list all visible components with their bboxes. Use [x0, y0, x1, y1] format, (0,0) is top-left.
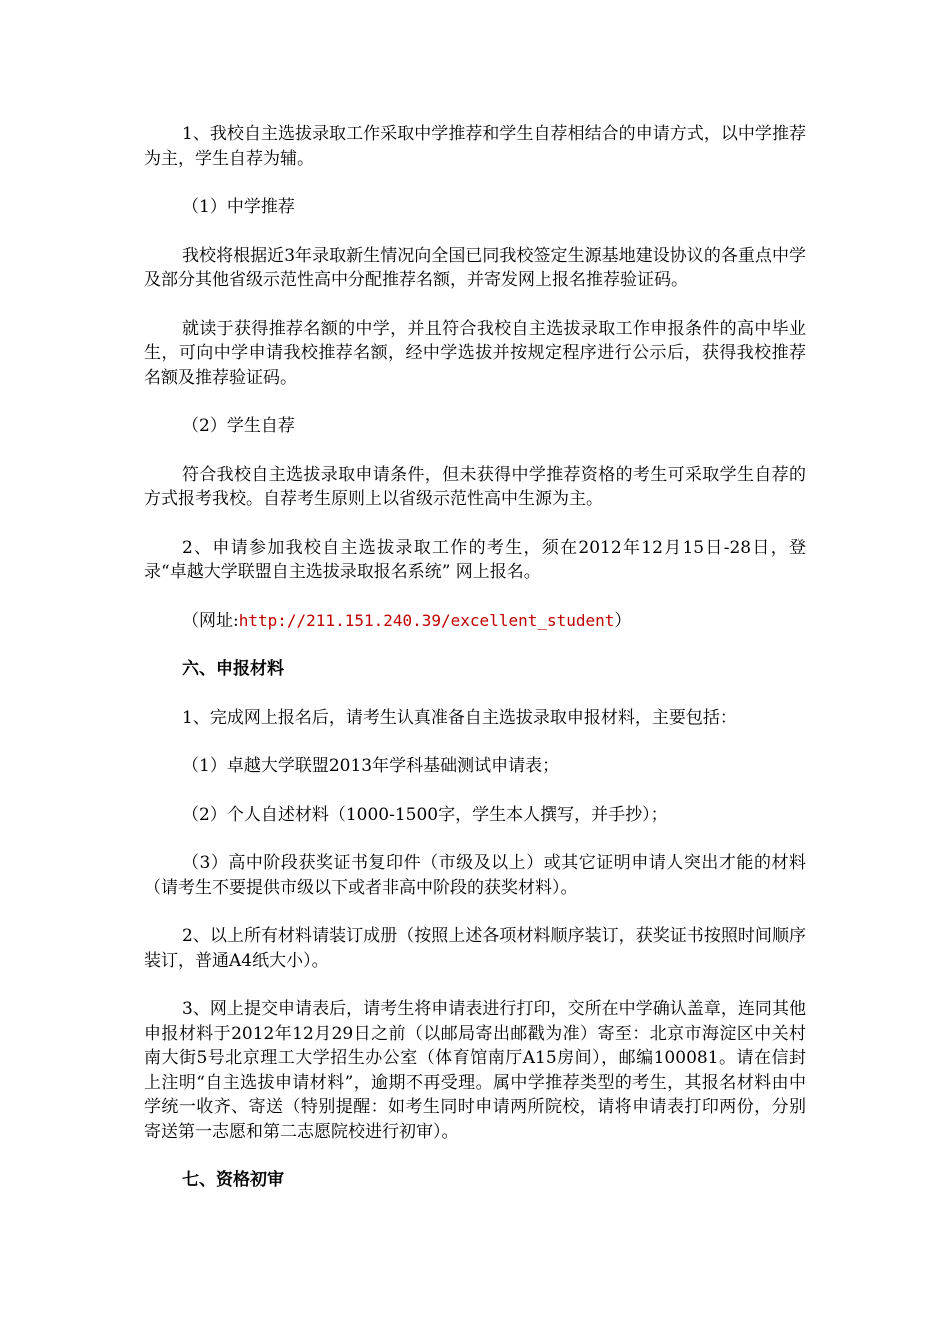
- website-prefix: （网址:: [182, 610, 239, 631]
- subheading-school-recommendation: （1）中学推荐: [182, 197, 295, 217]
- paragraph-binding: 2、以上所有材料请装订成册（按照上述各项材料顺序装订，获奖证书按照时间顺序装订，普通A4纸大小）。: [144, 926, 806, 971]
- paragraph-quota-allocation: 我校将根据近3年录取新生情况向全国已同我校签定生源基地建设协议的各重点中学及部分其他省级示范性高中分配推荐名额，并寄发网上报名推荐验证码。: [144, 245, 806, 290]
- paragraph-recommended-students: 就读于获得推荐名额的中学，并且符合我校自主选拔录取工作申报条件的高中毕业生，可向中学申请我校推荐名额，经中学选拔并按规定程序进行公示后，获得我校推荐名额及推荐验证码。: [144, 318, 806, 388]
- list-item-application-form: （1）卓越大学联盟2013年学科基础测试申请表；: [182, 756, 560, 776]
- paragraph-self-recommendation: 符合我校自主选拔录取申请条件，但未获得中学推荐资格的考生可采取学生自荐的方式报考我校。自荐考生原则上以省级示范性高中生源为主。: [144, 464, 806, 509]
- list-item-award-certificates: （3）高中阶段获奖证书复印件（市级及以上）或其它证明申请人突出才能的材料（请考生不要提供市级以下或者非高中阶段的获奖材料）。: [144, 853, 806, 898]
- paragraph-website: [144, 609, 806, 634]
- registration-link[interactable]: http://211.151.240.39/excellent_student: [238, 610, 615, 630]
- paragraph-materials-intro: 1、完成网上报名后，请考生认真准备自主选拔录取申报材料，主要包括：: [182, 707, 737, 728]
- subheading-self-recommendation: （2）学生自荐: [182, 416, 295, 436]
- paragraph-online-registration: 2、申请参加我校自主选拔录取工作的考生，须在2012年12月15日-28日，登录“卓越大学联盟自主选拔录取报名系统” 网上报名。: [144, 537, 806, 582]
- paragraph-application-method: 1、我校自主选拔录取工作采取中学推荐和学生自荐相结合的申请方式，以中学推荐为主，学生自荐为辅。: [144, 124, 806, 169]
- section-heading-preliminary-review: 七、资格初审: [182, 1170, 284, 1190]
- section-heading-materials: 六、申报材料: [182, 659, 284, 679]
- list-item-personal-statement: （2）个人自述材料（1000-1500字，学生本人撰写，并手抄）；: [182, 804, 668, 825]
- website-suffix: ）: [614, 610, 632, 631]
- document-body: [144, 122, 806, 1217]
- paragraph-mailing: 3、网上提交申请表后，请考生将申请表进行打印，交所在中学确认盖章，连同其他申报材料于2012年12月29日之前（以邮局寄出邮戳为准）寄至：北京市海淀区中关村南大街5号北京理工大学招生办公室（体育馆南厅A15房间），邮编100081。请在信封上注明“自主选拔申请材料”，逾期不再受理。属中学推荐类型的考生，其报名材料由中学统一收齐、寄送（特别提醒：如考生同时申请两所院校，请将申请表打印两份，分别寄送第一志愿和第二志愿院校进行初审）。: [144, 999, 806, 1142]
